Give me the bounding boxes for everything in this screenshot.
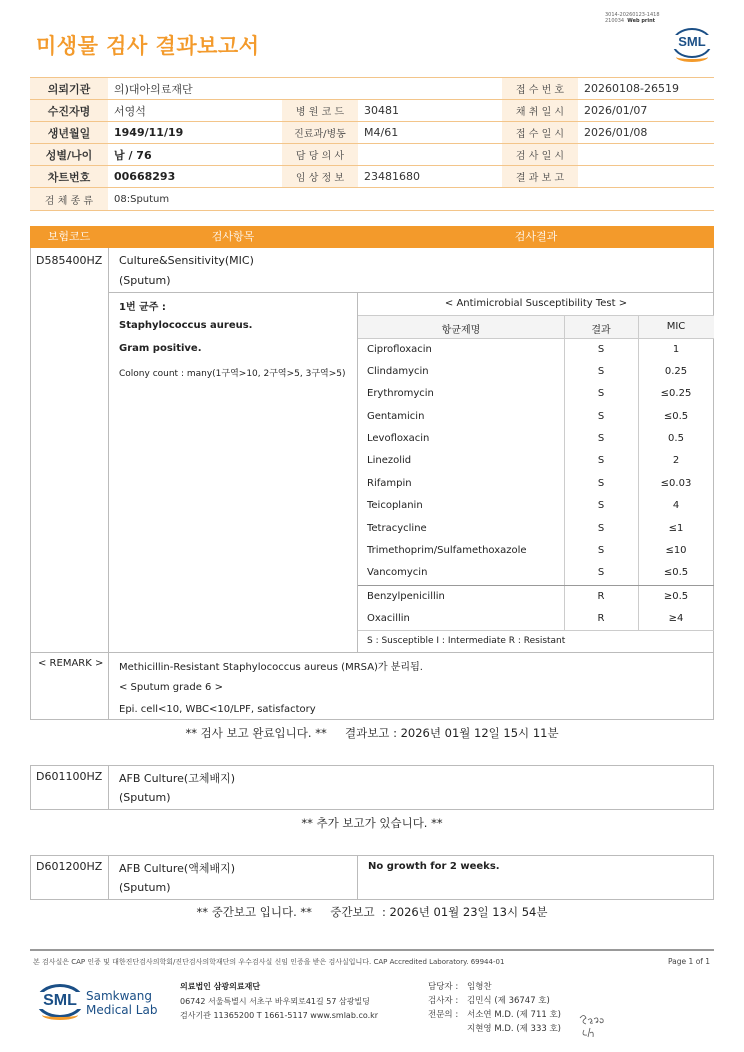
ast-col-result: 결과 — [591, 325, 611, 336]
staff-role: 검사자 : — [428, 996, 459, 1006]
gram-stain: Gram positive. — [119, 343, 202, 354]
ast-drug-result: S — [597, 344, 605, 355]
organism-label: 1번 균주 : — [119, 302, 166, 313]
ast-drug-mic: ≤0.5 — [663, 567, 689, 578]
test-result: No growth for 2 weeks. — [368, 861, 500, 872]
test-specimen: (Sputum) — [119, 791, 171, 804]
ast-drug-name: Linezolid — [367, 455, 412, 466]
test-code: D601200HZ — [36, 860, 103, 873]
ast-drug-mic: ≤0.03 — [660, 478, 692, 489]
test-specimen: (Sputum) — [119, 881, 171, 894]
report-status: ** 추가 보고가 있습니다. ** — [301, 816, 443, 830]
sml-logo-icon: SML — [672, 28, 712, 62]
org-address: 06742 서울특별시 서초구 바우뫼로41길 57 삼광빌딩 — [180, 997, 370, 1006]
ast-drug-name: Benzylpenicillin — [367, 591, 445, 602]
ast-drug-result: R — [597, 591, 605, 602]
info-row: 생년월일 1949/11/19 진료과/병동 M4/61 접 수 일 시 2026/01/08 — [30, 122, 714, 144]
ast-drug-name: Erythromycin — [367, 388, 434, 399]
ast-legend: S : Susceptible I : Intermediate R : Resistant — [367, 636, 566, 646]
remark-text: Epi. cell<10, WBC<10/LPF, satisfactory — [119, 704, 316, 715]
test-name: AFB Culture(액체배지) — [119, 862, 236, 875]
ast-drug-mic: 1 — [672, 344, 680, 355]
ast-drug-mic: 0.25 — [664, 366, 688, 377]
ast-drug-result: S — [597, 523, 605, 534]
staff-name: 서소연 M.D. (제 711 호) — [467, 1010, 562, 1020]
ast-title: < Antimicrobial Susceptibility Test > — [444, 298, 628, 309]
remark-text: < Sputum grade 6 > — [119, 682, 223, 693]
ast-drug-result: S — [597, 500, 605, 511]
ast-drug-result: R — [597, 613, 605, 624]
ast-drug-mic: ≥0.5 — [663, 591, 689, 602]
ast-drug-name: Oxacillin — [367, 613, 410, 624]
org-contact: 검사기관 11365200 T 1661-5117 www.smlab.co.kr — [180, 1011, 379, 1020]
info-row: 의뢰기관 의)대아의료재단 접 수 번 호 20260108-26519 — [30, 78, 714, 100]
staff-name: 김민식 (제 36747 호) — [467, 996, 550, 1006]
results-header: 보험코드 검사항목 검사결과 — [30, 226, 714, 248]
staff-role: 담당자 : — [428, 982, 459, 992]
info-row: 차트번호 00668293 임 상 정 보 23481680 결 과 보 고 — [30, 166, 714, 188]
patient-info-table — [30, 77, 714, 211]
test-name: AFB Culture(고체배지) — [119, 772, 236, 785]
ast-drug-mic: ≤1 — [668, 523, 684, 534]
report-status: ** 중간보고 입니다. ** 중간보고 : 2026년 01월 23일 13시 54분 — [196, 905, 548, 919]
ast-drug-result: S — [597, 545, 605, 556]
ast-drug-name: Vancomycin — [367, 567, 428, 578]
ast-col-drug: 항균제명 — [441, 325, 481, 336]
ast-drug-result: S — [597, 478, 605, 489]
staff-role: 전문의 : — [428, 1010, 459, 1020]
ast-drug-mic: ≤10 — [665, 545, 687, 556]
page-title: 미생물 검사 결과보고서 — [36, 34, 260, 58]
ast-drug-result: S — [597, 455, 605, 466]
ast-drug-name: Gentamicin — [367, 411, 425, 422]
test-name: Culture&Sensitivity(MIC) — [119, 254, 254, 267]
test-specimen: (Sputum) — [119, 274, 171, 287]
cert-text: 본 검사실은 CAP 인증 및 대한진단검사의학회/진단검사의학재단의 우수검사실 신임 인증을 받은 검사실입니다. CAP Accredited Laboratory. 69944-01 — [33, 958, 505, 966]
ast-drug-name: Teicoplanin — [367, 500, 423, 511]
ast-drug-result: S — [597, 366, 605, 377]
ast-drug-result: S — [597, 433, 605, 444]
organism-name: Staphylococcus aureus. — [119, 320, 253, 331]
ast-drug-result: S — [597, 567, 605, 578]
colony-count: Colony count : many(1구역>10, 2구역>5, 3구역>5) — [119, 369, 346, 379]
ast-col-mic: MIC — [666, 321, 686, 332]
staff-name: 지현영 M.D. (제 333 호) — [467, 1024, 562, 1034]
signature-icon — [578, 1010, 608, 1040]
ast-drug-mic: ≥4 — [668, 613, 684, 624]
ast-drug-name: Rifampin — [367, 478, 412, 489]
ast-drug-result: S — [597, 411, 605, 422]
ast-drug-name: Ciprofloxacin — [367, 344, 432, 355]
print-meta: 3014-20260123-1418 210034 Web print — [605, 12, 660, 24]
test-code: D601100HZ — [36, 770, 103, 783]
ast-drug-mic: ≤0.25 — [660, 388, 692, 399]
ast-drug-mic: 4 — [672, 500, 680, 511]
ast-drug-result: S — [597, 388, 605, 399]
ast-drug-name: Clindamycin — [367, 366, 429, 377]
staff-name: 임형찬 — [467, 982, 492, 992]
page-number: Page 1 of 1 — [668, 957, 711, 966]
samkwang-logo-icon: SML — [36, 982, 84, 1022]
samkwang-name: Samkwang Medical Lab — [86, 989, 158, 1017]
ast-drug-name: Tetracycline — [367, 523, 427, 534]
org-name: 의료법인 삼광의료재단 — [180, 982, 261, 991]
ast-drug-mic: 0.5 — [668, 433, 684, 444]
remark-text: Methicillin-Resistant Staphylococcus aureus (MRSA)가 분리됨. — [119, 662, 423, 673]
test-code: D585400HZ — [36, 254, 103, 267]
remark-label: < REMARK > — [38, 658, 104, 669]
ast-drug-name: Trimethoprim/Sulfamethoxazole — [367, 545, 527, 556]
info-row: 검 체 종 류 08:Sputum — [30, 188, 714, 211]
ast-drug-mic: 2 — [672, 455, 680, 466]
ast-drug-mic: ≤0.5 — [663, 411, 689, 422]
ast-drug-name: Levofloxacin — [367, 433, 430, 444]
report-status: ** 검사 보고 완료입니다. ** 결과보고 : 2026년 01월 12일 15시 11분 — [185, 726, 559, 740]
info-row: 수진자명 서영석 병 원 코 드 30481 채 취 일 시 2026/01/07 — [30, 100, 714, 122]
info-row: 성별/나이 남 / 76 담 당 의 사 검 사 일 시 — [30, 144, 714, 166]
